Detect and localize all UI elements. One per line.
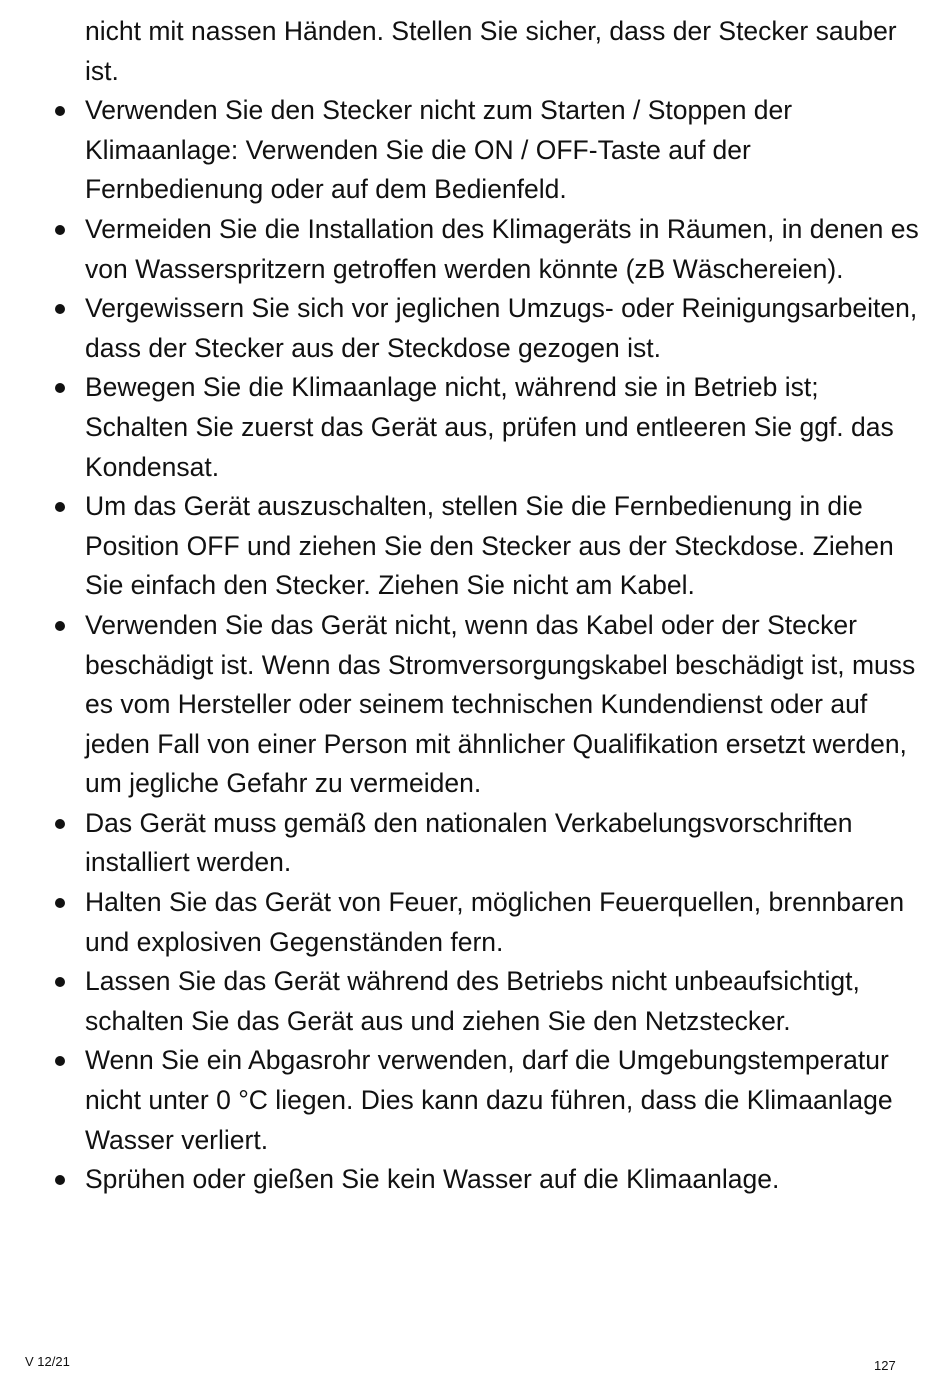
- safety-instructions-list: [0, 91, 950, 1200]
- list-item: [85, 1041, 925, 1160]
- continuation-text: nicht mit nassen Händen. Stellen Sie sicher, dass der Stecker sauber ist.: [85, 16, 897, 86]
- list-item-text: Sprühen oder gießen Sie kein Wasser auf die Klimaanlage.: [85, 1164, 780, 1195]
- list-item: [85, 289, 925, 368]
- list-item-text: Verwenden Sie den Stecker nicht zum Starten / Stoppen der Klimaanlage: Verwenden Sie die ON / OFF-Taste auf der Fernbedienung oder auf dem Bedienfeld.: [85, 95, 793, 205]
- list-item: [85, 883, 925, 962]
- bullet-icon: [55, 898, 65, 908]
- list-item-text: Verwenden Sie das Gerät nicht, wenn das Kabel oder der Stecker beschädigt ist. Wenn das Stromversorgungskabel beschädigt ist, muss es vom Hersteller oder seinem technischen Kundendienst oder auf jeden Fall von einer Person mit ähnlicher Qualifikation ersetzt werden, um jegliche Gefahr zu vermeiden.: [85, 609, 916, 799]
- list-item: [85, 487, 925, 606]
- list-item-text: Vermeiden Sie die Installation des Klimageräts in Räumen, in denen es von Wasserspritzern getroffen werden könnte (zB Wäschereien).: [85, 213, 919, 284]
- list-item-text: Um das Gerät auszuschalten, stellen Sie die Fernbedienung in die Position OFF und ziehen Sie den Stecker aus der Steckdose. Ziehen Sie einfach den Stecker. Ziehen Sie nicht am Kabel.: [85, 491, 894, 601]
- list-item: [85, 368, 925, 487]
- list-item: [85, 606, 925, 804]
- bullet-icon: [55, 502, 65, 512]
- list-item-text: Wenn Sie ein Abgasrohr verwenden, darf die Umgebungstemperatur nicht unter 0 °C liegen. Dies kann dazu führen, dass die Klimaanlage Wasser verliert.: [85, 1045, 893, 1155]
- list-item-text: Lassen Sie das Gerät während des Betriebs nicht unbeaufsichtigt, schalten Sie das Gerät aus und ziehen Sie den Netzstecker.: [85, 966, 860, 1036]
- bullet-icon: [55, 621, 65, 631]
- bullet-icon: [55, 819, 65, 829]
- list-item-text: Das Gerät muss gemäß den nationalen Verkabelungsvorschriften installiert werden.: [85, 807, 853, 878]
- list-item: [85, 804, 925, 883]
- list-item: [85, 210, 925, 289]
- bullet-icon: [55, 304, 65, 314]
- list-item: [85, 962, 925, 1041]
- bullet-icon: [55, 977, 65, 987]
- list-item-text: Vergewissern Sie sich vor jeglichen Umzugs- oder Reinigungsarbeiten, dass der Stecker aus der Steckdose gezogen ist.: [85, 293, 918, 363]
- bullet-icon: [55, 383, 65, 393]
- bullet-icon: [55, 1175, 65, 1185]
- bullet-icon: [55, 225, 65, 235]
- list-item-text: Halten Sie das Gerät von Feuer, möglichen Feuerquellen, brennbaren und explosiven Gegenständen fern.: [85, 887, 905, 957]
- page-number: 127: [874, 1358, 896, 1373]
- list-item-text: Bewegen Sie die Klimaanlage nicht, während sie in Betrieb ist; Schalten Sie zuerst das Gerät aus, prüfen und entleeren Sie ggf. das Kondensat.: [85, 372, 894, 482]
- list-item: [85, 91, 925, 210]
- bullet-icon: [55, 106, 65, 116]
- document-body: [0, 12, 950, 1200]
- bullet-icon: [55, 1056, 65, 1066]
- footer-version: V 12/21: [25, 1354, 70, 1369]
- list-item: [85, 1160, 925, 1200]
